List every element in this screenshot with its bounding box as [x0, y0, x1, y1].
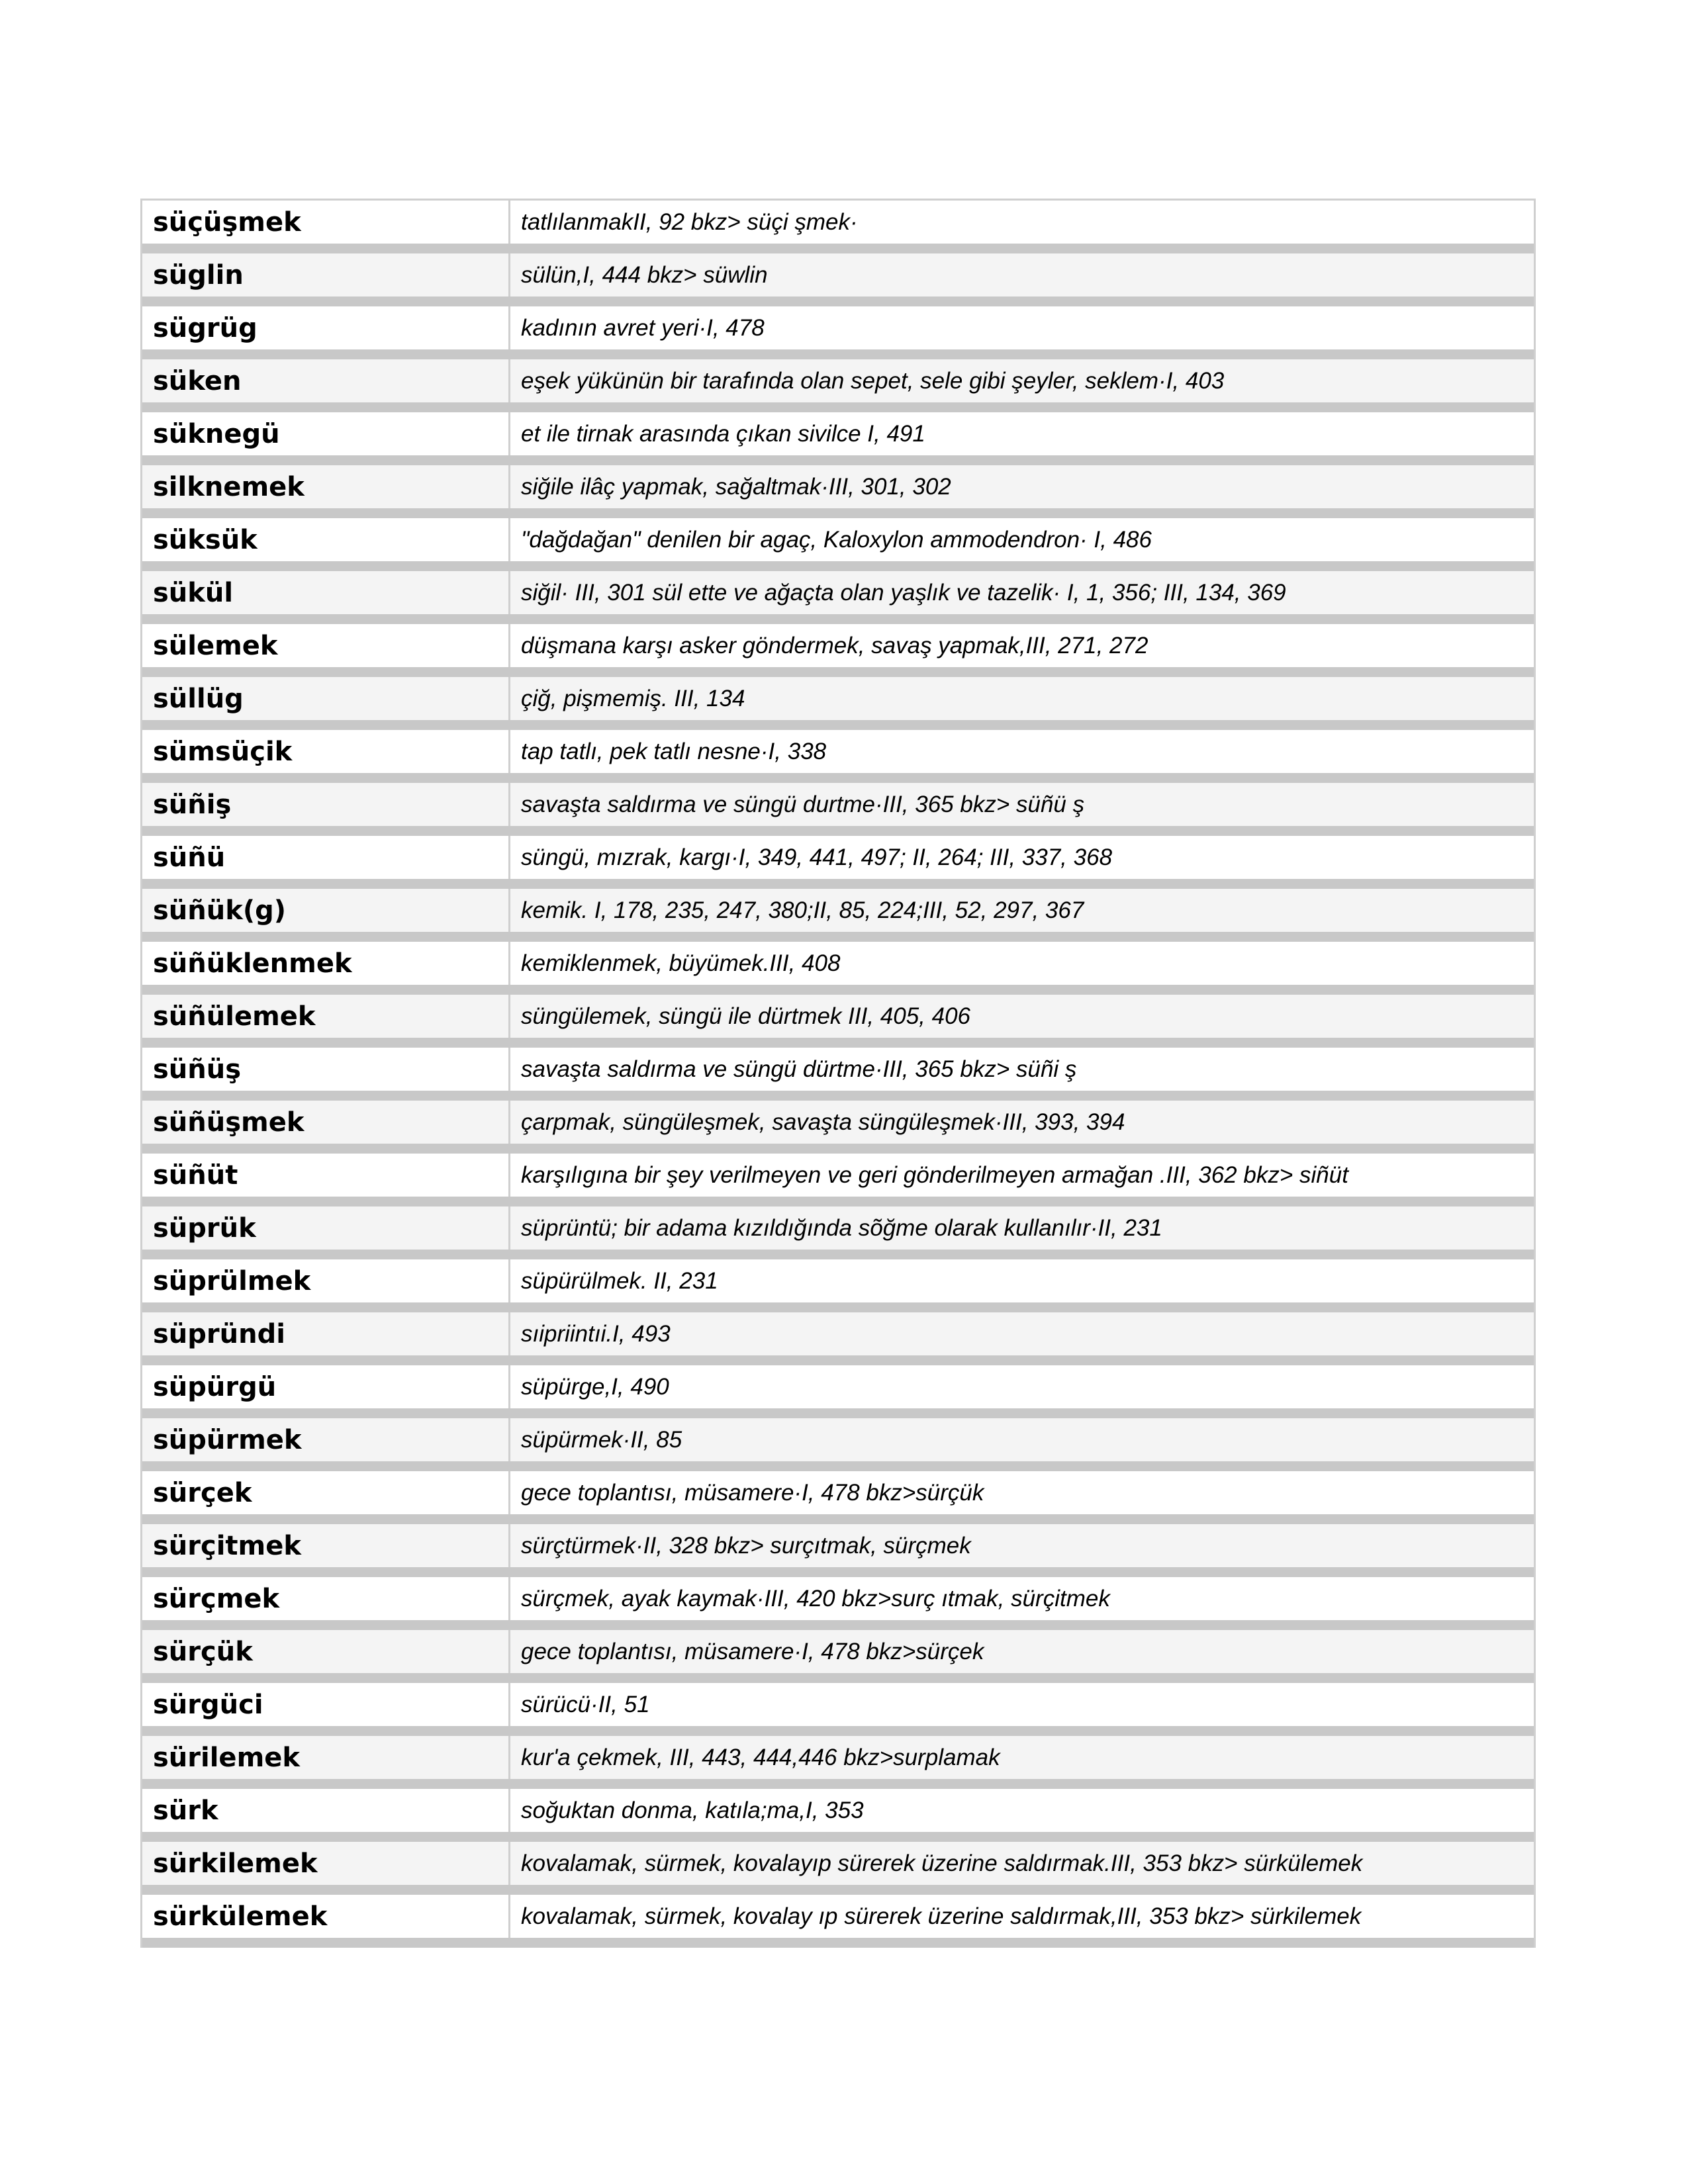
entry-term: süñü — [142, 836, 510, 879]
entry-definition: süngü, mızrak, kargı·I, 349, 441, 497; II, 264; III, 337, 368 — [521, 844, 1113, 870]
table-row — [142, 889, 1534, 942]
table-row — [142, 1789, 1534, 1842]
table-row — [142, 730, 1534, 783]
entry-definition: kovalamak, sürmek, kovalayıp sürerek üzerine saldırmak.III, 353 bkz> sürkülemek — [521, 1850, 1363, 1876]
table-row — [142, 1365, 1534, 1418]
entry-term: süprülmek — [142, 1259, 510, 1302]
table-row — [142, 995, 1534, 1048]
table-row — [142, 1418, 1534, 1471]
entry-term: süpürgü — [142, 1365, 510, 1408]
entry-term: süpründi — [142, 1312, 510, 1355]
table-row — [142, 1524, 1534, 1577]
entry-term: süpürmek — [142, 1418, 510, 1461]
entry-definition: süprüntü; bir adama kızıldığında sõğme olarak kullanılır·II, 231 — [521, 1214, 1162, 1241]
entry-definition: "dağdağan" denilen bir agaç, Kaloxylon ammodendron· I, 486 — [521, 526, 1152, 553]
entry-definition: sülün,I, 444 bkz> süwlin — [521, 261, 768, 288]
table-row — [142, 1577, 1534, 1630]
glossary-table — [140, 199, 1536, 1948]
entry-definition: savaşta saldırma ve süngü durtme·III, 365 bkz> süñü ş — [521, 791, 1085, 817]
entry-term: sürçmek — [142, 1577, 510, 1620]
entry-term: sürkilemek — [142, 1842, 510, 1885]
entry-definition: sıipriintıi.I, 493 — [521, 1320, 671, 1347]
table-row — [142, 306, 1534, 359]
table-row — [142, 518, 1534, 571]
entry-term: sügrüg — [142, 306, 510, 349]
entry-term: süñülemek — [142, 995, 510, 1038]
entry-term: süñüklenmek — [142, 942, 510, 985]
table-row — [142, 1895, 1534, 1948]
entry-definition: sürücü·II, 51 — [521, 1691, 650, 1717]
entry-definition: çiğ, pişmemiş. III, 134 — [521, 685, 745, 711]
entry-term: süñiş — [142, 783, 510, 826]
entry-definition: savaşta saldırma ve süngü dürtme·III, 365 bkz> süñi ş — [521, 1056, 1077, 1082]
table-row — [142, 1471, 1534, 1524]
table-row — [142, 836, 1534, 889]
table-row — [142, 1736, 1534, 1789]
entry-term: süñük(g) — [142, 889, 510, 932]
table-row — [142, 1154, 1534, 1206]
entry-definition: gece toplantısı, müsamere·I, 478 bkz>sürçük — [521, 1479, 984, 1506]
entry-definition: kur'a çekmek, III, 443, 444,446 bkz>surplamak — [521, 1744, 1000, 1770]
table-row — [142, 624, 1534, 677]
entry-definition: soğuktan donma, katıla;ma,I, 353 — [521, 1797, 864, 1823]
entry-term: süçüşmek — [142, 201, 510, 244]
table-row — [142, 677, 1534, 730]
table-row — [142, 942, 1534, 995]
entry-term: süñüşmek — [142, 1101, 510, 1144]
table-row — [142, 465, 1534, 518]
entry-definition: siğile ilâç yapmak, sağaltmak·III, 301, 302 — [521, 473, 951, 500]
table-row — [142, 1206, 1534, 1259]
table-row — [142, 1101, 1534, 1154]
table-row — [142, 359, 1534, 412]
entry-definition: kemiklenmek, büyümek.III, 408 — [521, 950, 841, 976]
table-row — [142, 571, 1534, 624]
entry-term: sürk — [142, 1789, 510, 1832]
entry-term: sürgüci — [142, 1683, 510, 1726]
table-row — [142, 253, 1534, 306]
table-row — [142, 1259, 1534, 1312]
entry-term: sümsüçik — [142, 730, 510, 773]
entry-term: sürilemek — [142, 1736, 510, 1779]
table-row — [142, 412, 1534, 465]
entry-term: sülemek — [142, 624, 510, 667]
entry-term: süglin — [142, 253, 510, 296]
entry-definition: sürçtürmek·II, 328 bkz> surçıtmak, sürçmek — [521, 1532, 971, 1559]
entry-term: süllüg — [142, 677, 510, 720]
table-row — [142, 1842, 1534, 1895]
entry-term: silknemek — [142, 465, 510, 508]
table-row — [142, 1312, 1534, 1365]
entry-term: süñüt — [142, 1154, 510, 1197]
entry-term: sürçük — [142, 1630, 510, 1673]
entry-term: süprük — [142, 1206, 510, 1250]
entry-definition: et ile tirnak arasında çıkan sivilce I, 491 — [521, 420, 925, 447]
entry-definition: karşılıgına bir şey verilmeyen ve geri gönderilmeyen armağan .III, 362 bkz> siñüt — [521, 1161, 1348, 1188]
entry-definition: süpürge,I, 490 — [521, 1373, 669, 1400]
table-row — [142, 1683, 1534, 1736]
entry-definition: düşmana karşı asker göndermek, savaş yapmak,III, 271, 272 — [521, 632, 1149, 659]
entry-definition: kovalamak, sürmek, kovalay ıp sürerek üzerine saldırmak,III, 353 bkz> sürkilemek — [521, 1903, 1362, 1929]
table-row — [142, 1048, 1534, 1101]
table-row — [142, 201, 1534, 253]
entry-definition: gece toplantısı, müsamere·I, 478 bkz>sürçek — [521, 1638, 984, 1664]
table-row — [142, 783, 1534, 836]
entry-term: süken — [142, 359, 510, 402]
entry-term: sürçitmek — [142, 1524, 510, 1567]
entry-definition: süngülemek, süngü ile dürtmek III, 405, 406 — [521, 1003, 971, 1029]
entry-definition: eşek yükünün bir tarafında olan sepet, sele gibi şeyler, seklem·I, 403 — [521, 367, 1225, 394]
entry-term: süknegü — [142, 412, 510, 455]
entry-definition: sürçmek, ayak kaymak·III, 420 bkz>surç ıtmak, sürçitmek — [521, 1585, 1110, 1612]
entry-term: süksük — [142, 518, 510, 561]
entry-term: süñüş — [142, 1048, 510, 1091]
entry-term: sürkülemek — [142, 1895, 510, 1938]
entry-definition: çarpmak, süngüleşmek, savaşta süngüleşmek·III, 393, 394 — [521, 1109, 1125, 1135]
entry-term: sükül — [142, 571, 510, 614]
entry-definition: süpürülmek. II, 231 — [521, 1267, 718, 1294]
entry-definition: kemik. I, 178, 235, 247, 380;II, 85, 224;III, 52, 297, 367 — [521, 897, 1084, 923]
entry-definition: kadının avret yeri·I, 478 — [521, 314, 765, 341]
entry-definition: tatlılanmakII, 92 bkz> süçi şmek· — [521, 208, 858, 235]
table-row — [142, 1630, 1534, 1683]
entry-definition: siğil· III, 301 sül ette ve ağaçta olan yaşlık ve tazelik· I, 1, 356; III, 134, 369 — [521, 579, 1286, 606]
entry-definition: süpürmek·II, 85 — [521, 1426, 682, 1453]
entry-definition: tap tatlı, pek tatlı nesne·I, 338 — [521, 738, 827, 764]
entry-term: sürçek — [142, 1471, 510, 1514]
